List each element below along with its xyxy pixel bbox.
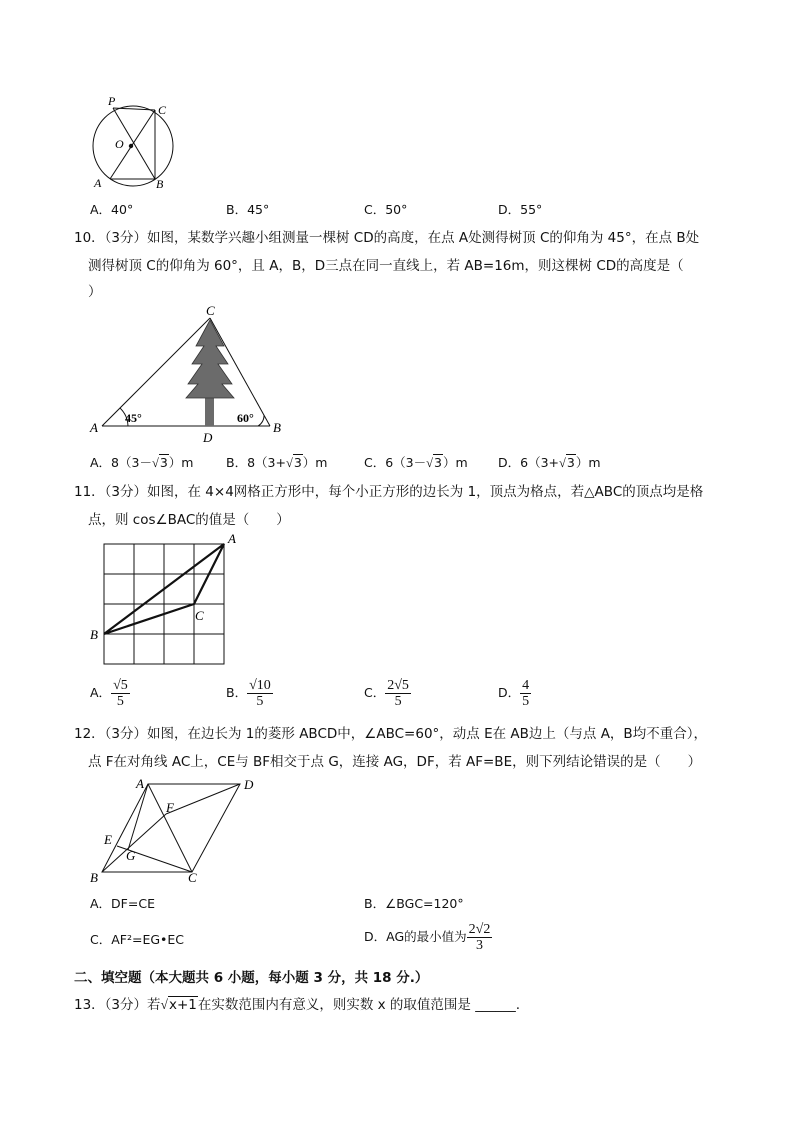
q13-stem: 13．（3分）若√x+1在实数范围内有意义，则实数 x 的取值范围是 ______. [74,997,520,1013]
q10-option-d[interactable]: D．6（3+√3）m [498,455,601,470]
q11-option-a[interactable] [90,678,130,709]
q10-label-c: C [206,303,215,318]
q12-rhombus-abcd [102,784,240,872]
q10-tree-figure [88,302,293,444]
q10-stem-line3: ） [88,284,102,300]
q9-label-o: O [115,137,124,151]
q11-option-d-label: D． [498,685,521,700]
section-heading-fill-in: 二、填空题（本大题共 6 小题，每小题 3 分，共 18 分.） [74,970,429,986]
q12-option-d-numerator: 2√2 [468,922,491,937]
q13-suffix: 在实数范围内有意义，则实数 x 的取值范围是 ______. [197,997,520,1013]
q10-option-a[interactable]: A．8（3－√3）m [90,455,194,470]
q10-angle-b-label: 60° [237,411,254,425]
q10-label-d: D [203,430,213,444]
q12-label-b: B [90,870,98,885]
q10-option-a-radicand: 3 [159,455,168,470]
q11-option-b-label: B． [226,685,248,700]
q9-center-point [129,144,133,148]
q12-label-a: A [136,776,144,791]
q11-option-c-label: C． [364,685,386,700]
q10-option-b-tail: ）m [302,455,328,470]
q9-label-p: P [108,96,116,108]
q10-option-a-label: A．8（3－ [90,455,152,470]
q12-option-d[interactable] [364,922,492,953]
q11-option-b[interactable] [226,678,273,709]
q12-label-e: E [104,832,112,847]
q10-tree-trunk [205,394,214,426]
q10-option-d-tail: ）m [575,455,601,470]
q12-stem-line2: 点 F在对角线 AC上，CE与 BF相交于点 G，连接 AG，DF，若 AF=BE，则下列结论错误的是（ ） [88,754,702,770]
q11-option-a-numerator: √5 [113,678,128,693]
q9-option-a[interactable]: A．40° [90,202,134,217]
q13-radicand: x+1 [168,997,197,1013]
q10-option-c-radicand: 3 [434,455,442,470]
q10-option-c-label: C．6（3－ [364,455,427,470]
q12-option-d-prefix: D．AG的最小值为 [364,929,467,944]
q12-option-b[interactable]: B．∠BGC=120° [364,896,464,911]
q9-option-c[interactable]: C．50° [364,202,408,217]
q10-angle-a-label: 45° [125,411,142,425]
q11-option-d[interactable] [498,678,531,709]
q9-label-b: B [156,177,164,190]
q12-label-g: G [126,848,136,863]
q9-label-a: A [94,176,102,190]
q9-label-c: C [158,103,167,117]
q10-label-b: B [273,420,281,435]
q10-option-a-tail: ）m [168,455,194,470]
q12-option-d-denominator: 3 [476,938,483,953]
q11-option-b-numerator: √10 [249,678,271,693]
q10-option-c-tail: ）m [442,455,468,470]
q10-stem-line1: 10．（3分）如图，某数学兴趣小组测量一棵树 CD的高度，在点 A处测得树顶 C的仰角为 45°，在点 B处 [74,230,700,246]
q13-prefix: 13．（3分）若 [74,997,161,1013]
q10-option-b-radicand: 3 [293,455,302,470]
q12-option-c[interactable]: C．AF²=EG•EC [90,932,185,947]
q9-circle-figure [88,96,178,190]
q11-label-a: A [228,531,236,546]
q11-option-a-label: A． [90,685,112,700]
q12-label-d: D [244,777,254,792]
q11-label-c: C [195,608,204,623]
q11-label-b: B [90,627,98,642]
q11-stem-line2: 点，则 cos∠BAC的值是（ ） [88,512,290,528]
q10-option-c[interactable]: C．6（3－√3）m [364,455,468,470]
q11-option-c-denominator: 5 [394,694,402,709]
q11-stem-line1: 11．（3分）如图，在 4×4网格正方形中，每个小正方形的边长为 1，顶点为格点，若△ABC的顶点均是格 [74,484,704,500]
q10-option-b[interactable]: B．8（3+√3）m [226,455,328,470]
q12-label-c: C [188,870,197,885]
q12-label-f: F [166,800,174,815]
q11-grid-figure [88,530,248,668]
q9-option-b[interactable]: B．45° [226,202,270,217]
q11-option-c[interactable] [364,678,411,709]
q12-rhombus-figure [88,774,268,886]
q12-stem-line1: 12．（3分）如图，在边长为 1的菱形 ABCD中，∠ABC=60°，动点 E在 AB边上（与点 A，B均不重合）， [74,726,707,742]
q11-grid [104,544,224,664]
q10-option-d-label: D．6（3+ [498,455,560,470]
q10-stem-line2: 测得树顶 C的仰角为 60°，且 A，B，D三点在同一直线上，若 AB=16m，则这棵树 CD的高度是（ [88,258,684,274]
q10-option-d-radicand: 3 [566,455,575,470]
q11-option-c-numerator: 2√5 [387,678,409,693]
q12-option-a[interactable]: A．DF=CE [90,896,155,911]
q11-option-b-denominator: 5 [256,694,264,709]
q11-option-d-numerator: 4 [522,678,530,693]
q10-label-a: A [90,420,98,435]
q11-option-d-denominator: 5 [522,694,530,709]
q10-angle-arc-b [258,415,264,426]
q10-option-b-label: B．8（3+ [226,455,286,470]
q10-tree-crown [186,320,234,398]
q11-option-a-denominator: 5 [116,694,124,709]
q10-sight-line-a [102,318,210,426]
q9-option-d[interactable]: D．55° [498,202,543,217]
q12-segment-df [166,784,240,814]
